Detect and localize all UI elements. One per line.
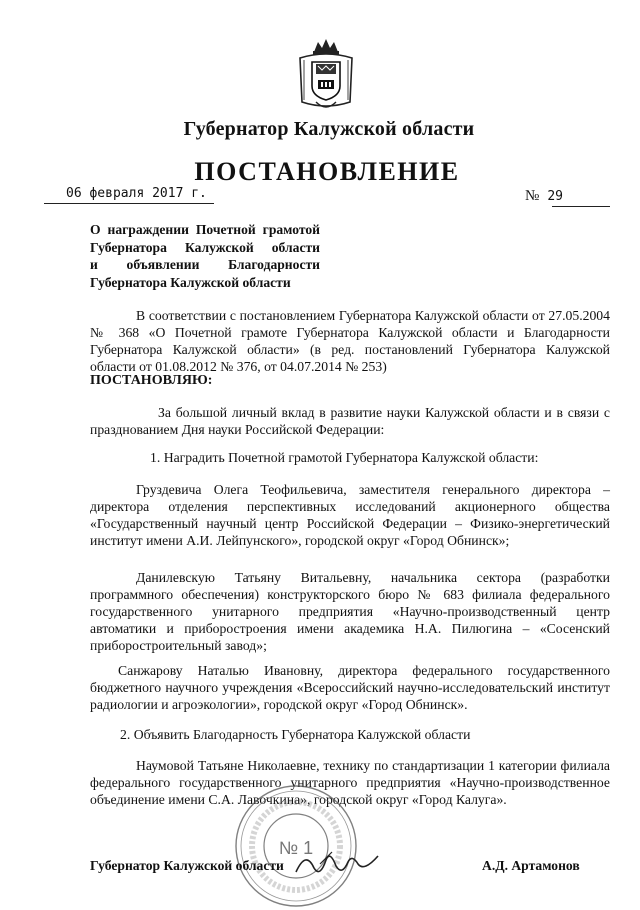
item-1-heading: 1. Наградить Почетной грамотой Губернатора Калужской области: — [150, 450, 539, 465]
number-underline — [552, 206, 610, 207]
signature-icon — [292, 842, 382, 882]
decree-word: ПОСТАНОВЛЯЮ: — [90, 373, 213, 388]
nominee-paragraph: Санжарову Наталью Ивановну, директора федерального государственного бюджетного научного учреждения «Всероссийский научно-исследовательский институт радиологии и агроэкологии», городской округ «Город Обнинск». — [90, 663, 610, 712]
signatory-position: Губернатор Калужской области — [90, 858, 284, 873]
legal-basis-text: В соответствии с постановлением Губернатора Калужской области от 27.05.2004 № 368 «О Почетной грамоте Губернатора Калужской области и Благодарности Губернатора Калужской области» (в ред. постановлений Губернатора Калужской области от 01.08.2012 № 376, от 04.07.2014 № 253) — [90, 308, 610, 374]
subject-line: Губернатора Калужской области — [90, 274, 291, 290]
date-underline — [44, 203, 214, 204]
coat-of-arms-icon — [296, 36, 356, 114]
authority-title: Губернатор Калужской области — [183, 118, 475, 140]
nominee-paragraph: Наумовой Татьяне Николаевне, технику по стандартизации 1 категории филиала федерального государственного унитарного предприятия «Научно-производственное объединение имени С.А. Лавочкина», городской округ «Город Калуга». — [90, 758, 610, 807]
stamp-number: № 1 — [278, 838, 314, 858]
subject-line: Губернатора Калужской области — [90, 239, 320, 255]
reason-paragraph: За большой личный вклад в развитие науки Калужской области и в связи с празднованием Дня науки Российской Федерации: — [90, 405, 610, 437]
nominee-paragraph: Данилевскую Татьяну Витальевну, начальника сектора (разработки программного обеспечения) конструкторского бюро № 683 филиала федерального государственного унитарного предприятия «Научно-производственный центр автоматики и приборостроения имени академика Н.А. Пилюгина – «Сосенский приборостроительный завод»; — [90, 570, 610, 653]
number-sign: № — [525, 188, 540, 204]
document-date: 06 февраля 2017 г. — [66, 186, 207, 201]
subject-line: О награждении Почетной грамотой — [90, 222, 320, 237]
signatory-name: А.Д. Артамонов — [482, 858, 580, 873]
number-value: 29 — [547, 189, 563, 204]
item-2-heading: 2. Объявить Благодарность Губернатора Калужской области — [120, 727, 471, 742]
document-subject — [90, 221, 320, 291]
legal-basis-paragraph — [90, 307, 610, 375]
nominee-paragraph: Груздевича Олега Теофильевича, заместителя генерального директора – директора отделения перспективных исследований акционерного общества «Государственный научный центр Российской Федерации – Физико-энергетический институт имени А.И. Лейпунского», городской округ «Город Обнинск»; — [90, 482, 610, 548]
document-type: ПОСТАНОВЛЕНИЕ — [194, 157, 460, 186]
document-number — [525, 188, 563, 205]
subject-line: и объявлении Благодарности — [90, 257, 320, 272]
